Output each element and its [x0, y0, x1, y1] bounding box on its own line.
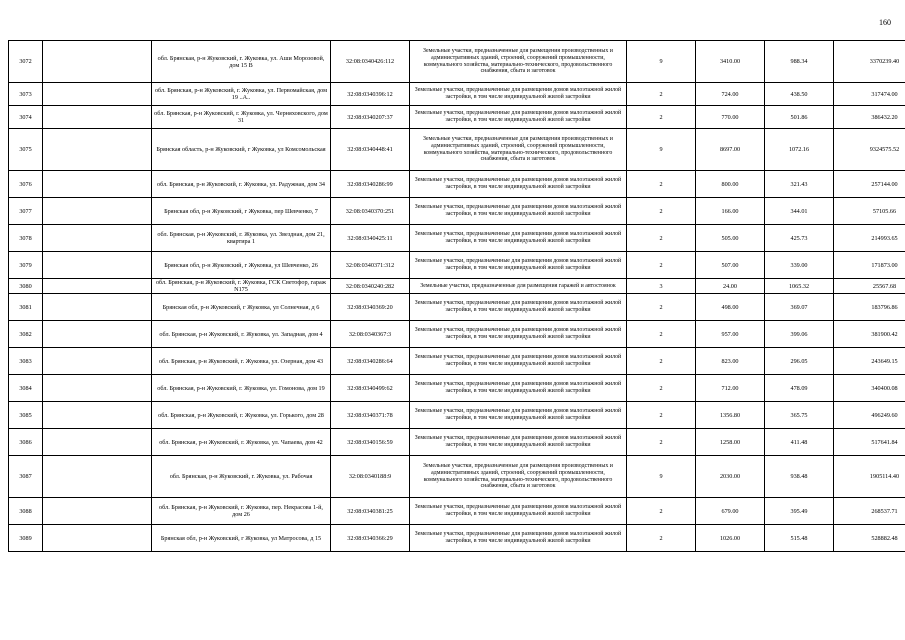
- area-cell: 8697.00: [696, 129, 765, 171]
- address-cell: обл. Брянская, р-н Жуковский, г. Жуковка, ГСК Светофор, гараж N175: [152, 279, 331, 294]
- empty-gap-cell: [43, 375, 152, 402]
- address-cell: обл. Брянская, р-н Жуковский, г. Жуковка, пер. Некрасова 1-й, дом 26: [152, 498, 331, 525]
- use-group-cell: 2: [627, 498, 696, 525]
- use-group-cell: 2: [627, 171, 696, 198]
- area-cell: 3410.00: [696, 41, 765, 83]
- permitted-use-cell: Земельные участки, предназначенные для размещения домов малоэтажной жилой застройки, в том числе индивидуальной жилой застройки: [410, 106, 627, 129]
- cadastral-number-cell: 32:08:0340426:112: [331, 41, 410, 83]
- permitted-use-cell: Земельные участки, предназначенные для размещения домов малоэтажной жилой застройки, в том числе индивидуальной жилой застройки: [410, 294, 627, 321]
- row-number-cell: 3088: [9, 498, 43, 525]
- cadastral-value-cell: 183796.86: [834, 294, 905, 321]
- empty-gap-cell: [43, 294, 152, 321]
- address-cell: обл. Брянская, р-н Жуковский, г. Жуковка, ул. Гомонова, дом 19: [152, 375, 331, 402]
- cadastral-value-cell: 57105.66: [834, 198, 905, 225]
- row-number-cell: 3073: [9, 83, 43, 106]
- cadastral-number-cell: 32:08:0340366:29: [331, 525, 410, 552]
- use-group-cell: 2: [627, 525, 696, 552]
- cadastral-value-cell: 9324575.52: [834, 129, 905, 171]
- empty-gap-cell: [43, 525, 152, 552]
- specific-value-cell: 411.48: [765, 429, 834, 456]
- address-cell: обл. Брянская, р-н Жуковский, г. Жуковка, ул. Западная, дом 4: [152, 321, 331, 348]
- cadastral-value-cell: 3370239.40: [834, 41, 905, 83]
- specific-value-cell: 501.86: [765, 106, 834, 129]
- area-cell: 507.00: [696, 252, 765, 279]
- area-cell: 957.00: [696, 321, 765, 348]
- cadastral-number-cell: 32:08:0340370:251: [331, 198, 410, 225]
- address-cell: обл. Брянская, р-н Жуковский, г. Жуковка, ул. Первомайская, дом 19 ..А..: [152, 83, 331, 106]
- specific-value-cell: 321.43: [765, 171, 834, 198]
- cadastral-number-cell: 32:08:0340499:62: [331, 375, 410, 402]
- specific-value-cell: 478.09: [765, 375, 834, 402]
- row-number-cell: 3072: [9, 41, 43, 83]
- area-cell: 166.00: [696, 198, 765, 225]
- specific-value-cell: 296.05: [765, 348, 834, 375]
- permitted-use-cell: Земельные участки, предназначенные для размещения домов малоэтажной жилой застройки, в том числе индивидуальной жилой застройки: [410, 225, 627, 252]
- specific-value-cell: 365.75: [765, 402, 834, 429]
- permitted-use-cell: Земельные участки, предназначенные для размещения домов малоэтажной жилой застройки, в том числе индивидуальной жилой застройки: [410, 321, 627, 348]
- use-group-cell: 2: [627, 252, 696, 279]
- table-row: [9, 279, 905, 294]
- cadastral-value-cell: 528882.48: [834, 525, 905, 552]
- cadastral-number-cell: 32:08:0340396:12: [331, 83, 410, 106]
- permitted-use-cell: Земельные участки, предназначенные для размещения производственных и административных зданий, строений, сооружений промышленности, коммунального хозяйства, материально-технического, продовольственного снабжения, сбыта и заготовок: [410, 456, 627, 498]
- empty-gap-cell: [43, 171, 152, 198]
- use-group-cell: 2: [627, 83, 696, 106]
- specific-value-cell: 399.06: [765, 321, 834, 348]
- area-cell: 1356.80: [696, 402, 765, 429]
- permitted-use-cell: Земельные участки, предназначенные для размещения домов малоэтажной жилой застройки, в том числе индивидуальной жилой застройки: [410, 83, 627, 106]
- address-cell: обл. Брянская, р-н Жуковский, г. Жуковка, ул. Горького, дом 28: [152, 402, 331, 429]
- area-cell: 1258.00: [696, 429, 765, 456]
- row-number-cell: 3078: [9, 225, 43, 252]
- row-number-cell: 3083: [9, 348, 43, 375]
- use-group-cell: 9: [627, 129, 696, 171]
- cadastral-value-cell: 25567.68: [834, 279, 905, 294]
- cadastral-number-cell: 32:08:0340156:59: [331, 429, 410, 456]
- cadastral-value-cell: 340400.08: [834, 375, 905, 402]
- use-group-cell: 2: [627, 225, 696, 252]
- permitted-use-cell: Земельные участки, предназначенные для размещения домов малоэтажной жилой застройки, в том числе индивидуальной жилой застройки: [410, 171, 627, 198]
- address-cell: обл. Брянская, р-н Жуковский, г. Жуковка, ул. Озерная, дом 43: [152, 348, 331, 375]
- use-group-cell: 9: [627, 41, 696, 83]
- cadastral-value-cell: 1905114.40: [834, 456, 905, 498]
- row-number-cell: 3079: [9, 252, 43, 279]
- cadastral-number-cell: 32:08:0340448:41: [331, 129, 410, 171]
- empty-gap-cell: [43, 498, 152, 525]
- address-cell: Брянская обл, р-н Жуковский, г Жуковка, ул Матросова, д 15: [152, 525, 331, 552]
- empty-gap-cell: [43, 41, 152, 83]
- table-row: [9, 375, 905, 402]
- cadastral-number-cell: 32:08:0340188:9: [331, 456, 410, 498]
- use-group-cell: 9: [627, 456, 696, 498]
- cadastral-value-cell: 257144.00: [834, 171, 905, 198]
- specific-value-cell: 369.07: [765, 294, 834, 321]
- table-row: [9, 129, 905, 171]
- address-cell: Брянская обл, р-н Жуковский, г Жуковка, пер Шевченко, 7: [152, 198, 331, 225]
- row-number-cell: 3074: [9, 106, 43, 129]
- cadastral-number-cell: 32:08:0340425:11: [331, 225, 410, 252]
- area-cell: 505.00: [696, 225, 765, 252]
- row-number-cell: 3077: [9, 198, 43, 225]
- row-number-cell: 3075: [9, 129, 43, 171]
- address-cell: Брянская обл, р-н Жуковский, г Жуковка, ул Солнечная, д 6: [152, 294, 331, 321]
- specific-value-cell: 339.00: [765, 252, 834, 279]
- specific-value-cell: 344.01: [765, 198, 834, 225]
- empty-gap-cell: [43, 429, 152, 456]
- use-group-cell: 3: [627, 279, 696, 294]
- use-group-cell: 2: [627, 321, 696, 348]
- empty-gap-cell: [43, 225, 152, 252]
- permitted-use-cell: Земельные участки, предназначенные для размещения домов малоэтажной жилой застройки, в том числе индивидуальной жилой застройки: [410, 375, 627, 402]
- table-row: [9, 525, 905, 552]
- cadastral-number-cell: 32:08:0340381:25: [331, 498, 410, 525]
- empty-gap-cell: [43, 106, 152, 129]
- table-row: [9, 321, 905, 348]
- table-row: [9, 83, 905, 106]
- cadastral-value-cell: 381900.42: [834, 321, 905, 348]
- cadastral-number-cell: 32:08:0340240:282: [331, 279, 410, 294]
- row-number-cell: 3084: [9, 375, 43, 402]
- cadastral-value-cell: 268537.71: [834, 498, 905, 525]
- specific-value-cell: 438.50: [765, 83, 834, 106]
- specific-value-cell: 988.34: [765, 41, 834, 83]
- specific-value-cell: 515.48: [765, 525, 834, 552]
- cadastral-number-cell: 32:08:0340371:78: [331, 402, 410, 429]
- table-row: [9, 41, 905, 83]
- cadastral-number-cell: 32:08:0340371:312: [331, 252, 410, 279]
- row-number-cell: 3081: [9, 294, 43, 321]
- area-cell: 24.00: [696, 279, 765, 294]
- permitted-use-cell: Земельные участки, предназначенные для размещения домов малоэтажной жилой застройки, в том числе индивидуальной жилой застройки: [410, 198, 627, 225]
- table-row: [9, 456, 905, 498]
- page-number: 160: [879, 18, 891, 27]
- area-cell: 800.00: [696, 171, 765, 198]
- permitted-use-cell: Земельные участки, предназначенные для размещения домов малоэтажной жилой застройки, в том числе индивидуальной жилой застройки: [410, 348, 627, 375]
- permitted-use-cell: Земельные участки, предназначенные для размещения домов малоэтажной жилой застройки, в том числе индивидуальной жилой застройки: [410, 525, 627, 552]
- cadastral-value-cell: 243649.15: [834, 348, 905, 375]
- permitted-use-cell: Земельные участки, предназначенные для размещения производственных и административных зданий, строений, сооружений промышленности, коммунального хозяйства, материально-технического, продовольственного снабжения, сбыта и заготовок: [410, 41, 627, 83]
- specific-value-cell: 938.48: [765, 456, 834, 498]
- use-group-cell: 2: [627, 106, 696, 129]
- address-cell: обл. Брянская, р-н Жуковский, г. Жуковка, ул. Черняховского, дом 31: [152, 106, 331, 129]
- use-group-cell: 2: [627, 375, 696, 402]
- empty-gap-cell: [43, 279, 152, 294]
- specific-value-cell: 395.49: [765, 498, 834, 525]
- table-row: [9, 171, 905, 198]
- use-group-cell: 2: [627, 429, 696, 456]
- row-number-cell: 3089: [9, 525, 43, 552]
- permitted-use-cell: Земельные участки, предназначенные для размещения домов малоэтажной жилой застройки, в том числе индивидуальной жилой застройки: [410, 252, 627, 279]
- table-row: [9, 106, 905, 129]
- empty-gap-cell: [43, 129, 152, 171]
- table-body: [9, 41, 905, 552]
- cadastral-number-cell: 32:08:0340369:20: [331, 294, 410, 321]
- specific-value-cell: 1065.32: [765, 279, 834, 294]
- address-cell: обл. Брянская, р-н Жуковский, г. Жуковка, ул. Радужная, дом 34: [152, 171, 331, 198]
- area-cell: 2030.00: [696, 456, 765, 498]
- table-row: [9, 348, 905, 375]
- empty-gap-cell: [43, 348, 152, 375]
- empty-gap-cell: [43, 198, 152, 225]
- table-row: [9, 252, 905, 279]
- empty-gap-cell: [43, 252, 152, 279]
- empty-gap-cell: [43, 456, 152, 498]
- address-cell: обл. Брянская, р-н Жуковский, г. Жуковка, ул. Звездная, дом 21, квартира 1: [152, 225, 331, 252]
- address-cell: Брянская область, р-н Жуковский, г Жуковка, ул Комсомольская: [152, 129, 331, 171]
- cadastral-value-cell: 386432.20: [834, 106, 905, 129]
- permitted-use-cell: Земельные участки, предназначенные для размещения домов малоэтажной жилой застройки, в том числе индивидуальной жилой застройки: [410, 402, 627, 429]
- cadastral-number-cell: 32:08:0340286:99: [331, 171, 410, 198]
- use-group-cell: 2: [627, 348, 696, 375]
- row-number-cell: 3076: [9, 171, 43, 198]
- table-row: [9, 198, 905, 225]
- specific-value-cell: 425.73: [765, 225, 834, 252]
- row-number-cell: 3086: [9, 429, 43, 456]
- row-number-cell: 3087: [9, 456, 43, 498]
- permitted-use-cell: Земельные участки, предназначенные для размещения гаражей и автостоянок: [410, 279, 627, 294]
- area-cell: 1026.00: [696, 525, 765, 552]
- permitted-use-cell: Земельные участки, предназначенные для размещения домов малоэтажной жилой застройки, в том числе индивидуальной жилой застройки: [410, 429, 627, 456]
- cadastral-value-cell: 171873.00: [834, 252, 905, 279]
- use-group-cell: 2: [627, 294, 696, 321]
- cadastral-value-cell: 496249.60: [834, 402, 905, 429]
- empty-gap-cell: [43, 83, 152, 106]
- cadastral-value-cell: 214993.65: [834, 225, 905, 252]
- use-group-cell: 2: [627, 198, 696, 225]
- row-number-cell: 3080: [9, 279, 43, 294]
- permitted-use-cell: Земельные участки, предназначенные для размещения домов малоэтажной жилой застройки, в том числе индивидуальной жилой застройки: [410, 498, 627, 525]
- permitted-use-cell: Земельные участки, предназначенные для размещения производственных и административных зданий, строений, сооружений промышленности, коммунального хозяйства, материально-технического, продовольственного снабжения, сбыта и заготовок: [410, 129, 627, 171]
- row-number-cell: 3085: [9, 402, 43, 429]
- row-number-cell: 3082: [9, 321, 43, 348]
- specific-value-cell: 1072.16: [765, 129, 834, 171]
- cadastral-value-cell: 517641.84: [834, 429, 905, 456]
- cadastral-value-cell: 317474.00: [834, 83, 905, 106]
- cadastral-number-cell: 32:08:0340367:3: [331, 321, 410, 348]
- cadastral-number-cell: 32:08:0340207:37: [331, 106, 410, 129]
- cadastral-number-cell: 32:08:0340286:64: [331, 348, 410, 375]
- table-row: [9, 402, 905, 429]
- address-cell: обл. Брянская, р-н Жуковский, г. Жуковка, ул. Рабочая: [152, 456, 331, 498]
- area-cell: 823.00: [696, 348, 765, 375]
- table-row: [9, 294, 905, 321]
- empty-gap-cell: [43, 321, 152, 348]
- table-row: [9, 429, 905, 456]
- address-cell: обл. Брянская, р-н Жуковский, г. Жуковка, ул. Чапаева, дом 42: [152, 429, 331, 456]
- table-row: [9, 498, 905, 525]
- address-cell: обл. Брянская, р-н Жуковский, г. Жуковка, ул. Аши Морозовой, дом 15 В: [152, 41, 331, 83]
- cadastral-value-table: [8, 40, 905, 552]
- area-cell: 498.00: [696, 294, 765, 321]
- address-cell: Брянская обл, р-н Жуковский, г Жуковка, ул Шевченко, 26: [152, 252, 331, 279]
- table-row: [9, 225, 905, 252]
- area-cell: 679.00: [696, 498, 765, 525]
- area-cell: 712.00: [696, 375, 765, 402]
- empty-gap-cell: [43, 402, 152, 429]
- area-cell: 724.00: [696, 83, 765, 106]
- area-cell: 770.00: [696, 106, 765, 129]
- use-group-cell: 2: [627, 402, 696, 429]
